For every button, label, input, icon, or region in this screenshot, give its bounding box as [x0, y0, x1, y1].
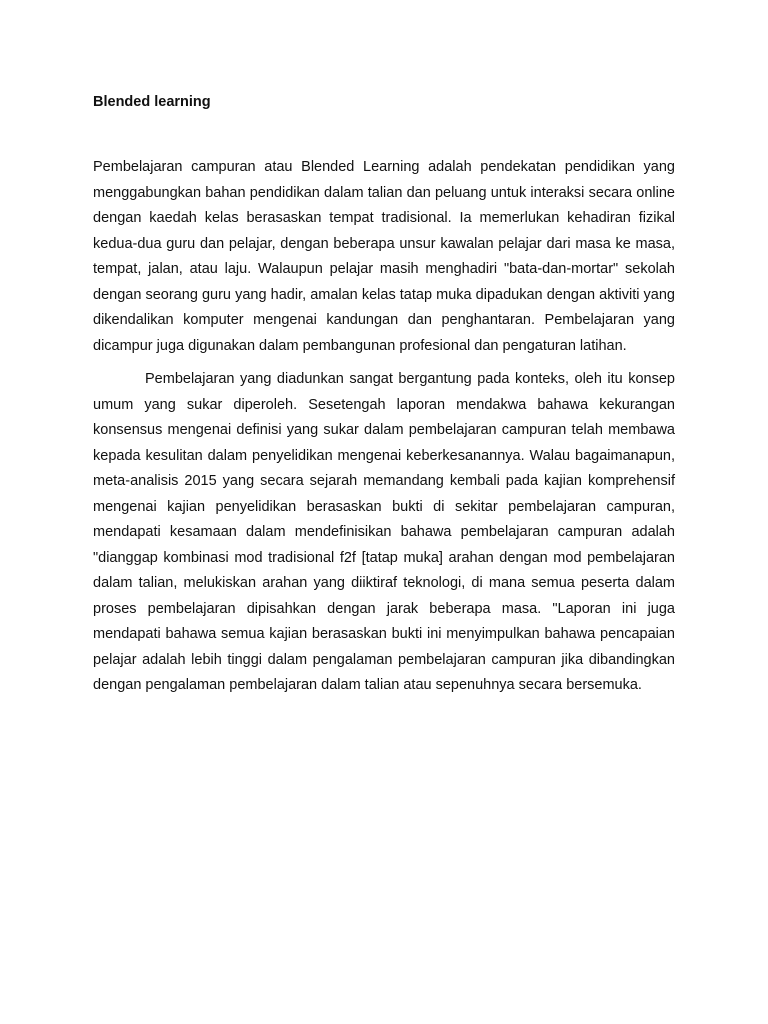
- document-body: [93, 155, 675, 699]
- document-title: Blended learning: [93, 94, 211, 110]
- paragraph-context: Pembelajaran yang diadunkan sangat bergantung pada konteks, oleh itu konsep umum yang sukar diperoleh. Sesetengah laporan mendakwa bahawa kekurangan konsensus mengenai definisi yang sukar dalam pembelajaran campuran telah membawa kepada kesulitan dalam penyelidikan mengenai keberkesanannya. Walau bagaimanapun, meta-analisis 2015 yang secara sejarah memandang kembali pada kajian komprehensif mengenai kajian penyelidikan berasaskan bukti di sekitar pembelajaran campuran, mendapati kesamaan dalam mendefinisikan bahawa pembelajaran campuran adalah "dianggap kombinasi mod tradisional f2f [tatap muka] arahan dengan mod pembelajaran dalam talian, melukiskan arahan yang diiktiraf teknologi, di mana semua peserta dalam proses pembelajaran dipisahkan dengan jarak beberapa masa. "Laporan ini juga mendapati bahawa semua kajian berasaskan bukti ini menyimpulkan bahawa pencapaian pelajar adalah lebih tinggi dalam pengalaman pembelajaran campuran jika dibandingkan dengan pengalaman pembelajaran dalam talian atau sepenuhnya secara bersemuka.: [93, 371, 675, 693]
- paragraph-intro: Pembelajaran campuran atau Blended Learning adalah pendekatan pendidikan yang menggabungkan bahan pendidikan dalam talian dan peluang untuk interaksi secara online dengan kaedah kelas berasaskan tempat tradisional. Ia memerlukan kehadiran fizikal kedua-dua guru dan pelajar, dengan beberapa unsur kawalan pelajar dari masa ke masa, tempat, jalan, atau laju. Walaupun pelajar masih menghadiri "bata-dan-mortar" sekolah dengan seorang guru yang hadir, amalan kelas tatap muka dipadukan dengan aktiviti yang dikendalikan komputer mengenai kandungan dan penghantaran. Pembelajaran yang dicampur juga digunakan dalam pembangunan profesional dan pengaturan latihan.: [93, 159, 675, 354]
